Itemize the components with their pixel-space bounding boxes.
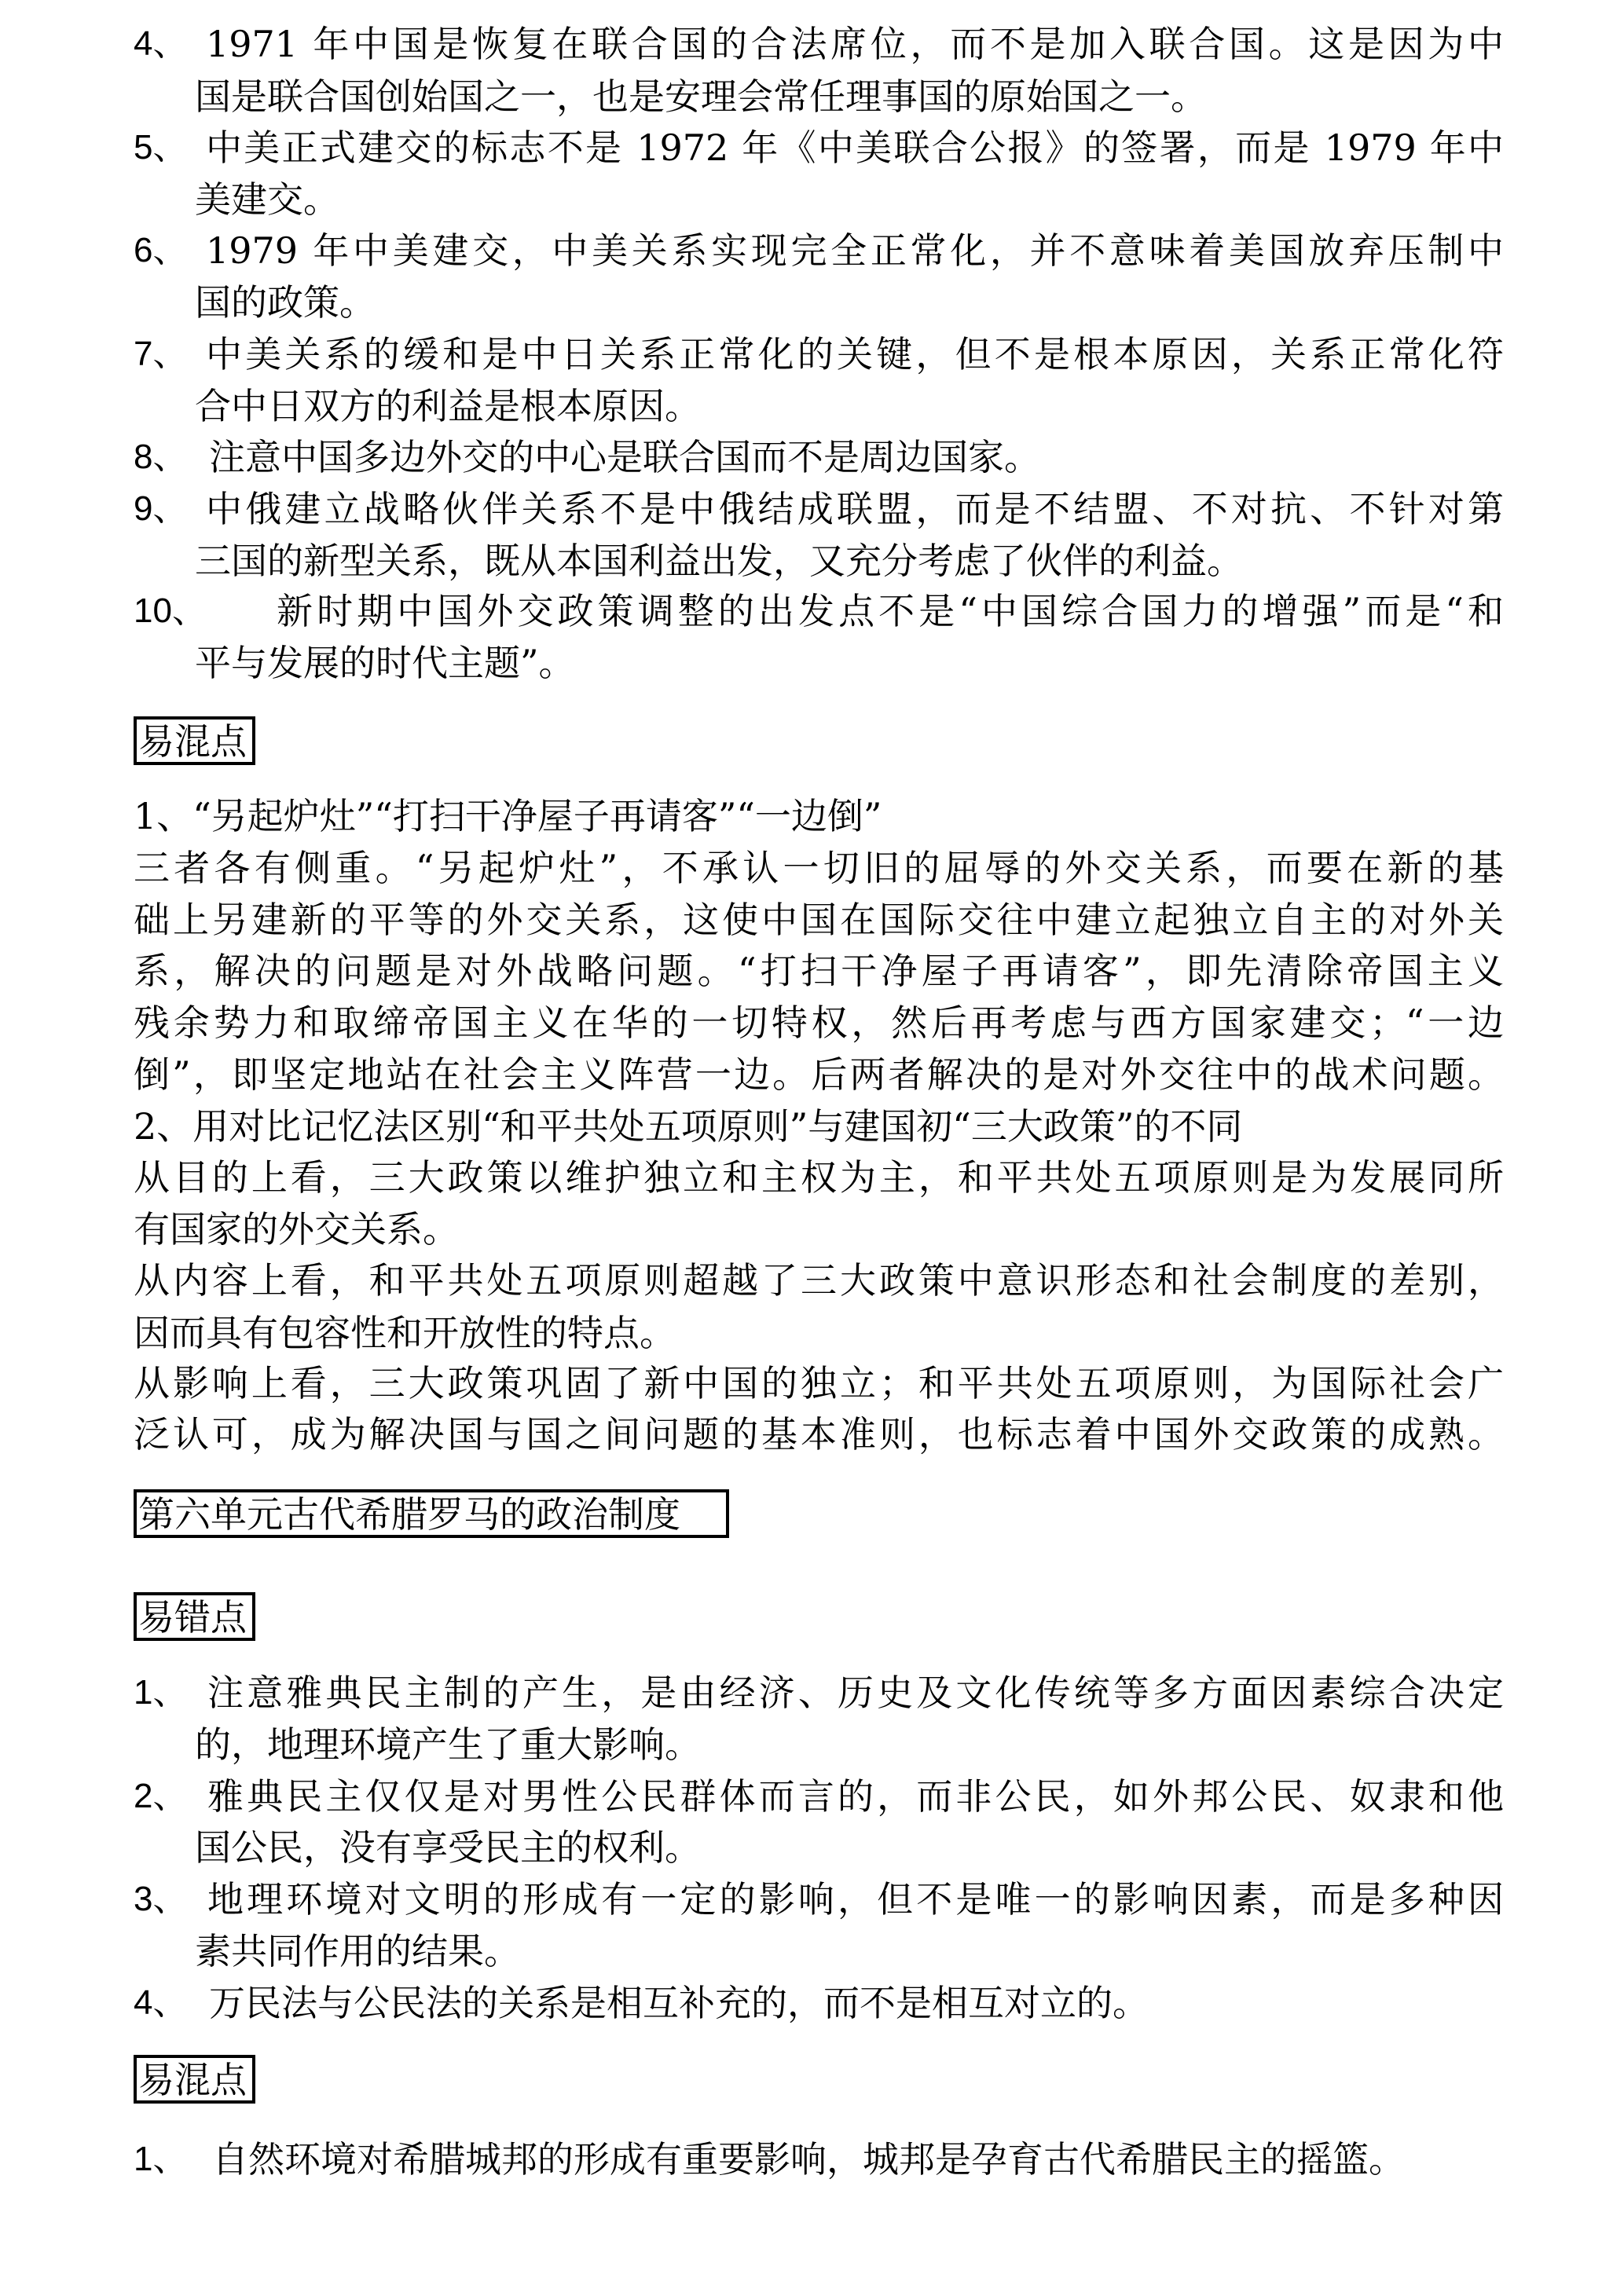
list-number: 4、 (134, 1983, 188, 2022)
list-item-line: 注意中国多边外交的中心是联合国而不是周边国家。 (209, 436, 1040, 478)
list-item-line: 中美正式建交的标志不是 1972 年《中美联合公报》的签署，而是 1979 年中 (206, 126, 1504, 169)
list-item-line: 国是联合国创始国之一，也是安理会常任理事国的原始国之一。 (195, 75, 1207, 118)
paragraph-line: 倒”，即坚定地站在社会主义阵营一边。后两者解决的是对外交往中的战术问题。 (134, 1053, 1504, 1096)
list-number: 8、 (134, 438, 188, 476)
list-item-line: 新时期中国外交政策调整的出发点不是“中国综合国力的增强”而是“和 (277, 590, 1504, 632)
list-number: 1、 (134, 1673, 188, 1712)
paragraph-line: 2、用对比记忆法区别“和平共处五项原则”与建国初“三大政策”的不同 (134, 1105, 1243, 1148)
list-item-line: 雅典民主仅仅是对男性公民群体而言的，而非公民，如外邦公民、奴隶和他 (207, 1775, 1504, 1818)
list-item-line: 三国的新型关系，既从本国利益出发，又充分考虑了伙伴的利益。 (195, 540, 1243, 582)
list-item-line: 素共同作用的结果。 (195, 1930, 520, 1972)
list-number: 3、 (134, 1880, 188, 1918)
list-number: 10、 (134, 591, 207, 630)
list-item-line: 1979 年中美建交，中美关系实现完全正常化，并不意味着美国放弃压制中 (206, 229, 1504, 272)
list-item-line: 万民法与公民法的关系是相互补充的，而不是相互对立的。 (209, 1982, 1149, 2024)
list-item-line: 国的政策。 (195, 281, 376, 324)
list-item-line: 自然环境对希腊城邦的形成有重要影响，城邦是孕育古代希腊民主的摇篮。 (212, 2138, 1405, 2181)
list-number: 4、 (134, 24, 188, 63)
paragraph-line: 因而具有包容性和开放性的特点。 (134, 1312, 676, 1354)
list-item-line: 注意雅典民主制的产生，是由经济、历史及文化传统等多方面因素综合决定 (207, 1672, 1504, 1714)
list-number: 9、 (134, 489, 188, 528)
list-item-line: 地理环境对文明的形成有一定的影响，但不是唯一的影响因素，而是多种因 (207, 1878, 1504, 1921)
list-item-line: 1971 年中国是恢复在联合国的合法席位，而不是加入联合国。这是因为中 (206, 23, 1504, 65)
paragraph-line: 从内容上看，和平共处五项原则超越了三大政策中意识形态和社会制度的差别， (134, 1259, 1504, 1302)
list-number: 6、 (134, 231, 188, 269)
paragraph-line: 从目的上看，三大政策以维护独立和主权为主，和平共处五项原则是为发展同所 (134, 1156, 1504, 1199)
list-number: 7、 (134, 335, 188, 373)
list-number: 5、 (134, 128, 188, 167)
list-item-line: 合中日双方的利益是根本原因。 (195, 385, 701, 427)
paragraph-line: 从影响上看，三大政策巩固了新中国的独立；和平共处五项原则，为国际社会广 (134, 1362, 1504, 1404)
unit-title-box: 第六单元古代希腊罗马的政治制度 (134, 1489, 729, 1538)
paragraph-line: 残余势力和取缔帝国主义在华的一切特权，然后再考虑与西方国家建交；“一边 (134, 1002, 1504, 1044)
list-item-line: 中美关系的缓和是中日关系正常化的关键，但不是根本原因，关系正常化符 (206, 333, 1504, 375)
list-number: 2、 (134, 1777, 188, 1815)
paragraph-line: 泛认可，成为解决国与国之间问题的基本准则，也标志着中国外交政策的成熟。 (134, 1413, 1504, 1456)
list-item-line: 平与发展的时代主题”。 (195, 642, 575, 684)
confusions-heading-box: 易混点 (134, 716, 255, 765)
paragraph-line: 有国家的外交关系。 (134, 1208, 459, 1251)
list-item-line: 的，地理环境产生了重大影响。 (195, 1723, 701, 1766)
paragraph-line: 系，解决的问题是对外战略问题。“打扫干净屋子再请客”，即先清除帝国主义 (134, 950, 1504, 992)
list-item-line: 美建交。 (195, 178, 339, 221)
paragraph-line: 础上另建新的平等的外交关系，这使中国在国际交往中建立起独立自主的对外关 (134, 899, 1504, 941)
list-item-line: 中俄建立战略伙伴关系不是中俄结成联盟，而是不结盟、不对抗、不针对第 (206, 488, 1504, 530)
errors-heading-box: 易错点 (134, 1592, 255, 1641)
list-item-line: 国公民，没有享受民主的权利。 (195, 1826, 701, 1869)
confusions-heading-box: 易混点 (134, 2055, 255, 2104)
paragraph-line: 1、“另起炉灶”“打扫干净屋子再请客”“一边倒” (134, 795, 882, 837)
list-number: 1、 (134, 2140, 188, 2178)
paragraph-line: 三者各有侧重。“另起炉灶”，不承认一切旧的屈辱的外交关系，而要在新的基 (134, 847, 1504, 889)
